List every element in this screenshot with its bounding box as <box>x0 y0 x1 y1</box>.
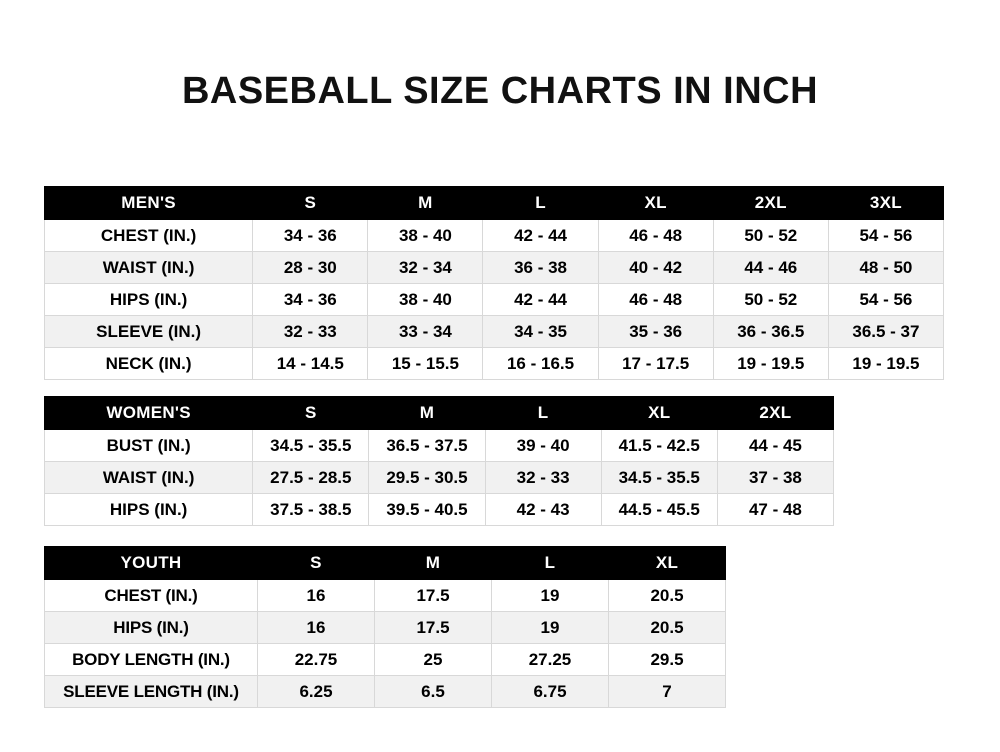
mens-header-s: S <box>253 187 368 220</box>
youth-header-label: YOUTH <box>45 547 258 580</box>
cell: 28 - 30 <box>253 252 368 284</box>
cell: 16 <box>258 580 375 612</box>
cell: 44 - 46 <box>713 252 828 284</box>
table-row <box>45 284 944 316</box>
womens-header-m: M <box>369 397 485 430</box>
cell: 41.5 - 42.5 <box>601 430 717 462</box>
youth-table-body <box>45 580 726 708</box>
table-row <box>45 612 726 644</box>
cell: 38 - 40 <box>368 220 483 252</box>
cell: 19 - 19.5 <box>828 348 943 380</box>
row-label: SLEEVE (IN.) <box>45 316 253 348</box>
table-row <box>45 348 944 380</box>
cell: 34.5 - 35.5 <box>253 430 369 462</box>
cell: 36.5 - 37 <box>828 316 943 348</box>
mens-size-table <box>44 186 944 380</box>
cell: 38 - 40 <box>368 284 483 316</box>
cell: 36 - 38 <box>483 252 598 284</box>
table-row <box>45 676 726 708</box>
youth-size-table <box>44 546 726 708</box>
cell: 19 <box>492 580 609 612</box>
cell: 6.5 <box>375 676 492 708</box>
mens-table-header <box>45 187 944 220</box>
cell: 29.5 - 30.5 <box>369 462 485 494</box>
cell: 20.5 <box>609 612 726 644</box>
youth-header-xl: XL <box>609 547 726 580</box>
row-label: SLEEVE LENGTH (IN.) <box>45 676 258 708</box>
womens-table-body <box>45 430 834 526</box>
cell: 6.25 <box>258 676 375 708</box>
cell: 19 - 19.5 <box>713 348 828 380</box>
cell: 34.5 - 35.5 <box>601 462 717 494</box>
womens-size-table <box>44 396 834 526</box>
cell: 36.5 - 37.5 <box>369 430 485 462</box>
womens-header-s: S <box>253 397 369 430</box>
cell: 50 - 52 <box>713 220 828 252</box>
cell: 16 - 16.5 <box>483 348 598 380</box>
cell: 19 <box>492 612 609 644</box>
cell: 7 <box>609 676 726 708</box>
row-label: WAIST (IN.) <box>45 252 253 284</box>
cell: 34 - 36 <box>253 220 368 252</box>
cell: 44 - 45 <box>717 430 833 462</box>
row-label: BODY LENGTH (IN.) <box>45 644 258 676</box>
cell: 34 - 35 <box>483 316 598 348</box>
table-header-row <box>45 187 944 220</box>
row-label: HIPS (IN.) <box>45 494 253 526</box>
table-row <box>45 316 944 348</box>
mens-header-2xl: 2XL <box>713 187 828 220</box>
cell: 36 - 36.5 <box>713 316 828 348</box>
cell: 46 - 48 <box>598 220 713 252</box>
cell: 27.5 - 28.5 <box>253 462 369 494</box>
cell: 6.75 <box>492 676 609 708</box>
table-row <box>45 462 834 494</box>
cell: 42 - 44 <box>483 220 598 252</box>
cell: 15 - 15.5 <box>368 348 483 380</box>
row-label: HIPS (IN.) <box>45 284 253 316</box>
cell: 17.5 <box>375 580 492 612</box>
youth-table-header <box>45 547 726 580</box>
cell: 37.5 - 38.5 <box>253 494 369 526</box>
cell: 25 <box>375 644 492 676</box>
page-title: BASEBALL SIZE CHARTS IN INCH <box>181 70 819 112</box>
row-label: CHEST (IN.) <box>45 580 258 612</box>
row-label: WAIST (IN.) <box>45 462 253 494</box>
cell: 39.5 - 40.5 <box>369 494 485 526</box>
mens-header-m: M <box>368 187 483 220</box>
cell: 32 - 33 <box>485 462 601 494</box>
womens-table-header <box>45 397 834 430</box>
cell: 46 - 48 <box>598 284 713 316</box>
cell: 42 - 44 <box>483 284 598 316</box>
womens-header-xl: XL <box>601 397 717 430</box>
cell: 29.5 <box>609 644 726 676</box>
mens-table-body <box>45 220 944 380</box>
mens-header-l: L <box>483 187 598 220</box>
table-row <box>45 252 944 284</box>
youth-header-s: S <box>258 547 375 580</box>
table-row <box>45 644 726 676</box>
mens-header-3xl: 3XL <box>828 187 943 220</box>
cell: 42 - 43 <box>485 494 601 526</box>
cell: 22.75 <box>258 644 375 676</box>
table-row <box>45 494 834 526</box>
cell: 16 <box>258 612 375 644</box>
womens-header-2xl: 2XL <box>717 397 833 430</box>
cell: 17.5 <box>375 612 492 644</box>
cell: 39 - 40 <box>485 430 601 462</box>
mens-header-xl: XL <box>598 187 713 220</box>
youth-header-m: M <box>375 547 492 580</box>
cell: 44.5 - 45.5 <box>601 494 717 526</box>
table-row <box>45 220 944 252</box>
table-row <box>45 430 834 462</box>
cell: 27.25 <box>492 644 609 676</box>
row-label: CHEST (IN.) <box>45 220 253 252</box>
cell: 35 - 36 <box>598 316 713 348</box>
row-label: NECK (IN.) <box>45 348 253 380</box>
cell: 40 - 42 <box>598 252 713 284</box>
cell: 32 - 33 <box>253 316 368 348</box>
cell: 48 - 50 <box>828 252 943 284</box>
row-label: HIPS (IN.) <box>45 612 258 644</box>
cell: 37 - 38 <box>717 462 833 494</box>
cell: 20.5 <box>609 580 726 612</box>
cell: 34 - 36 <box>253 284 368 316</box>
cell: 17 - 17.5 <box>598 348 713 380</box>
womens-header-l: L <box>485 397 601 430</box>
row-label: BUST (IN.) <box>45 430 253 462</box>
cell: 47 - 48 <box>717 494 833 526</box>
cell: 54 - 56 <box>828 284 943 316</box>
table-header-row <box>45 397 834 430</box>
youth-header-l: L <box>492 547 609 580</box>
cell: 14 - 14.5 <box>253 348 368 380</box>
table-header-row <box>45 547 726 580</box>
cell: 33 - 34 <box>368 316 483 348</box>
mens-header-label: MEN'S <box>45 187 253 220</box>
cell: 32 - 34 <box>368 252 483 284</box>
cell: 50 - 52 <box>713 284 828 316</box>
womens-header-label: WOMEN'S <box>45 397 253 430</box>
cell: 54 - 56 <box>828 220 943 252</box>
table-row <box>45 580 726 612</box>
